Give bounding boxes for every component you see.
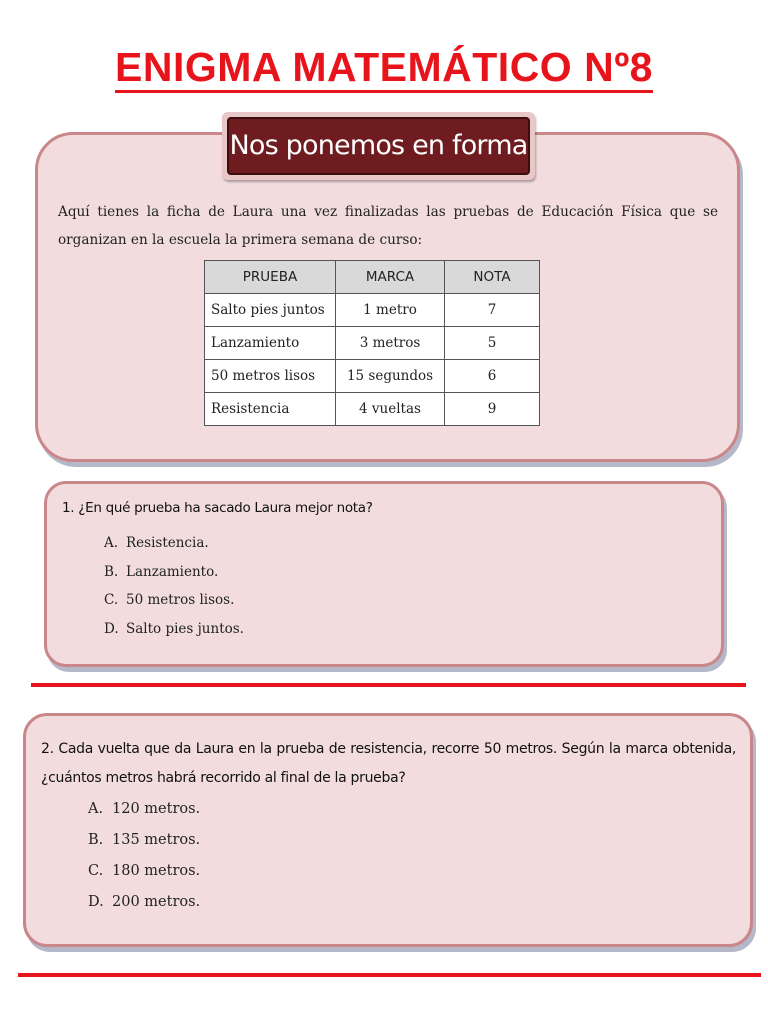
table-header-prueba: PRUEBA — [205, 261, 336, 294]
option-letter: D. — [104, 620, 119, 637]
option-a[interactable] — [88, 801, 200, 832]
option-letter: A. — [104, 535, 119, 551]
table-row — [205, 327, 540, 360]
table-cell-marca: 3 metros — [336, 327, 445, 360]
option-d[interactable] — [104, 621, 244, 650]
question1-text: 1. ¿En qué prueba ha sacado Laura mejor nota? — [62, 500, 373, 516]
option-letter: C. — [88, 863, 104, 879]
option-text: 200 metros. — [112, 894, 201, 910]
section-banner — [222, 112, 535, 180]
option-letter: A. — [88, 801, 104, 817]
option-letter: B. — [104, 563, 119, 580]
option-text: 180 metros. — [112, 863, 201, 879]
divider-line — [18, 973, 761, 977]
question2-text: 2. Cada vuelta que da Laura en la prueba de resistencia, recorre 50 metros. Según la marca obtenida, ¿cuántos metros habrá recorrido al final de la prueba? — [41, 741, 736, 786]
results-table — [204, 260, 540, 426]
table-cell-prueba: Lanzamiento — [205, 327, 336, 360]
table-cell-prueba: 50 metros lisos — [205, 360, 336, 393]
option-text: Salto pies juntos. — [126, 620, 244, 637]
table-cell-nota: 7 — [445, 294, 540, 327]
table-row — [205, 393, 540, 426]
option-c[interactable] — [104, 592, 244, 621]
option-d[interactable] — [88, 894, 200, 925]
table-row — [205, 294, 540, 327]
option-text: 50 metros lisos. — [126, 592, 235, 608]
page-title-text: ENIGMA MATEMÁTICO Nº8 — [115, 44, 653, 93]
option-b[interactable] — [88, 832, 200, 863]
page-title — [0, 44, 768, 91]
option-text: Lanzamiento. — [126, 563, 219, 580]
option-letter: C. — [104, 592, 119, 608]
table-cell-nota: 5 — [445, 327, 540, 360]
banner-title: Nos ponemos en forma — [227, 117, 530, 175]
question2-options — [88, 801, 200, 925]
table-header-row — [205, 261, 540, 294]
table-cell-marca: 4 vueltas — [336, 393, 445, 426]
question1-options — [104, 535, 244, 649]
table-cell-prueba: Resistencia — [205, 393, 336, 426]
divider-line — [31, 683, 746, 687]
option-c[interactable] — [88, 863, 200, 894]
table-cell-nota: 9 — [445, 393, 540, 426]
table-header-nota: NOTA — [445, 261, 540, 294]
table-cell-marca: 15 segundos — [336, 360, 445, 393]
option-a[interactable] — [104, 535, 244, 564]
table-header-marca: MARCA — [336, 261, 445, 294]
table-cell-marca: 1 metro — [336, 294, 445, 327]
option-text: 120 metros. — [112, 801, 201, 817]
table-cell-nota: 6 — [445, 360, 540, 393]
option-b[interactable] — [104, 564, 244, 593]
option-letter: D. — [88, 894, 104, 910]
option-letter: B. — [88, 832, 104, 848]
table-cell-prueba: Salto pies juntos — [205, 294, 336, 327]
table-row — [205, 360, 540, 393]
intro-text: Aquí tienes la ficha de Laura una vez finalizadas las pruebas de Educación Física que se organizan en la escuela la primera semana de curso: — [58, 204, 718, 248]
option-text: 135 metros. — [112, 832, 201, 848]
option-text: Resistencia. — [126, 535, 209, 551]
